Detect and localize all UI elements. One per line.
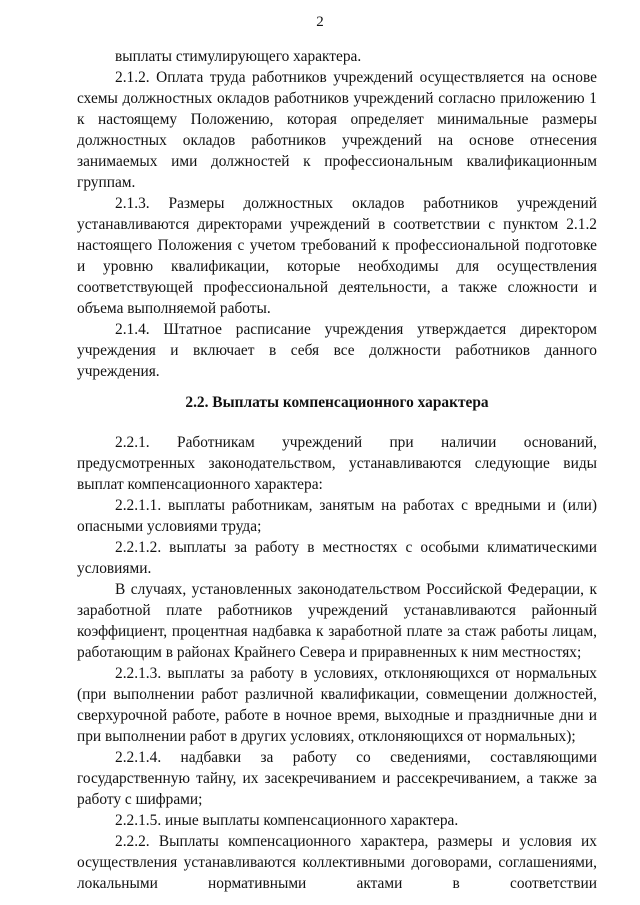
paragraph-2-2-1-1: 2.2.1.1. выплаты работникам, занятым на работах с вредными и (или) опасными условиями труда; [77,497,597,535]
section-heading: 2.2. Выплаты компенсационного характера [185,394,489,411]
document-body [77,46,597,894]
paragraph-2-2-1-3: 2.2.1.3. выплаты за работу в условиях, отклоняющихся от нормальных (при выполнении работ различной квалификации, совмещении должностей, сверхурочной работе, работе в ночное время, выходные и праздничные дни и при выполнении работ в других условиях, отклоняющихся от нормальных); [77,665,597,745]
paragraph-2-2-1-5: 2.2.1.5. иные выплаты компенсационного характера. [115,812,459,829]
paragraph-2-2-1-4: 2.2.1.4. надбавки за работу со сведениями, составляющими государственную тайну, их засекречиванием и рассекречиванием, а также за работу с шифрами; [77,749,597,808]
paragraph-2-2-1: 2.2.1. Работникам учреждений при наличии оснований, предусмотренных законодательством, устанавливаются следующие виды выплат компенсационного характера: [77,434,597,493]
paragraph-2-1-3: 2.1.3. Размеры должностных окладов работников учреждений устанавливаются директорами учреждений в соответствии с пунктом 2.1.2 настоящего Положения с учетом требований к профессиональной подготовке и уровню квалификации, которые необходимы для осуществления соответствующей профессиональной деятельности, а также сложности и объема выполняемой работы. [77,195,597,317]
paragraph-2-2-2: 2.2.2. Выплаты компенсационного характера, размеры и условия их осуществления устанавливаются коллективными договорами, соглашениями, локальными нормативными актами в соответствии [77,833,597,892]
paragraph-cases: В случаях, установленных законодательством Российской Федерации, к заработной плате работников учреждений устанавливаются районный коэффициент, процентная надбавка к заработной плате за стаж работы лицам, работающим в районах Крайнего Севера и приравненных к ним местностях; [77,581,597,661]
page-number: 2 [316,14,324,30]
paragraph-intro: выплаты стимулирующего характера. [115,48,362,65]
paragraph-2-2-1-2: 2.2.1.2. выплаты за работу в местностях с особыми климатическими условиями. [77,539,597,577]
paragraph-2-1-4: 2.1.4. Штатное расписание учреждения утверждается директором учреждения и включает в себя все должности работников данного учреждения. [77,321,597,380]
paragraph-2-1-2: 2.1.2. Оплата труда работников учреждений осуществляется на основе схемы должностных окладов работников учреждений согласно приложению 1 к настоящему Положению, которая определяет минимальные размеры должностных окладов работников учреждений на основе отнесения занимаемых ими должностей к профессиональным квалификационным группам. [77,69,597,191]
